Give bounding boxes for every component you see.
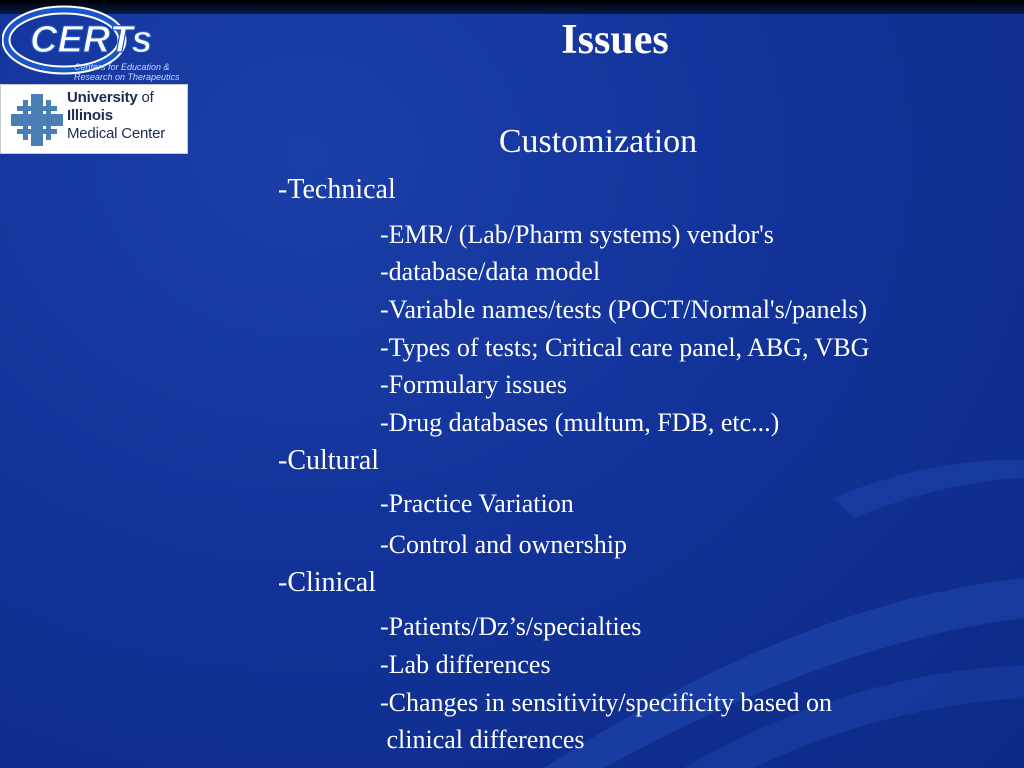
certs-tagline-line1: Centers for Education & (74, 62, 170, 72)
outline-item: -EMR/ (Lab/Pharm systems) vendor's (380, 220, 774, 249)
outline-item: -Formulary issues (380, 370, 568, 399)
outline-item: -Variable names/tests (POCT/Normal's/panels) (380, 295, 868, 324)
certs-tagline-line2: Research on Therapeutics (74, 72, 180, 82)
outline-item: -Practice Variation (380, 489, 574, 518)
outline-item: -Lab differences (380, 650, 551, 679)
uimc-line2: Illinois (67, 107, 113, 124)
slide-subtitle: Customization (498, 123, 698, 160)
outline-item: -Patients/Dz’s/specialties (380, 612, 642, 641)
outline-heading-technical: -Technical (278, 174, 396, 205)
outline-item: -Drug databases (multum, FDB, etc...) (380, 408, 780, 437)
outline-item: -database/data model (380, 257, 601, 286)
uimc-line1-bold: University (67, 89, 138, 106)
outline-item: -Control and ownership (380, 530, 627, 559)
outline-item: clinical differences (380, 725, 585, 754)
uimc-line1-rest: of (137, 89, 154, 106)
outline-heading-clinical: -Clinical (278, 567, 376, 598)
outline-item: -Changes in sensitivity/specificity based on (380, 688, 833, 717)
uimc-line3: Medical Center (67, 125, 166, 142)
slide-title: Issues (561, 17, 669, 63)
outline-item: -Types of tests; Critical care panel, ABG, VBG (380, 333, 870, 362)
outline-heading-cultural: -Cultural (278, 445, 380, 476)
certs-wordmark: CERTs (30, 19, 153, 61)
